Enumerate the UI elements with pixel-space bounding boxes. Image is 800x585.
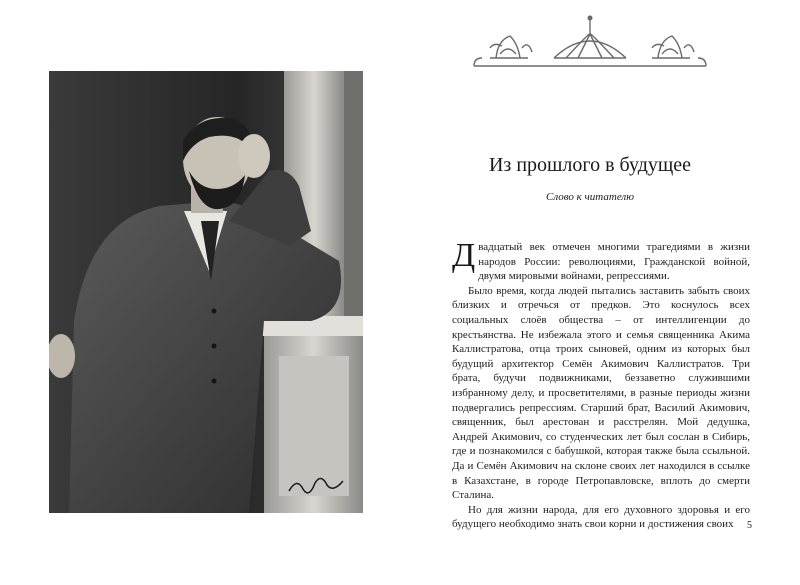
dome-ornament-icon (470, 14, 710, 74)
paragraph-3: Но для жизни народа, для его духовного здоровья и его будущего необходимо знать свои корни и достижения своих (452, 503, 750, 531)
dropcap: Д (452, 237, 476, 274)
page-number: 5 (747, 520, 752, 531)
portrait-illustration (49, 71, 363, 513)
paragraph-1 (452, 237, 750, 284)
paragraph-1-text: вадцатый век отмечен многими трагедиями в жизни народов России: революциями, Гражданской войной, двумя мировыми войнами, репрессиями. (478, 241, 750, 283)
chapter-subtitle: Слово к читателю (546, 191, 634, 203)
chapter-title: Из прошлого в будущее (488, 154, 692, 176)
body-text (452, 237, 750, 532)
paragraph-2: Было время, когда людей пытались заставить забыть своих близких и отречься от предков. Это коснулось всех социальных слоёв общества – от интеллигенции до крестьянства. Не избежала этого и семья священника Акима Каллистратова, отца троих сыновей, одним из которых был будущий архитектор Семён Акимович Каллистратов. Три брата, будучи подвижниками, беззаветно служившими избранному делу, и просветителями, в разные периоды жизни подвергались репрессиям. Старший брат, Василий Акимович, священник, был арестован и расстрелян. Мой дедушка, Андрей Акимович, со студенческих лет был сослан в Сибирь, где и познакомился с бабушкой, которая также была ссыльной. Да и Семён Акимович на склоне своих лет находился в ссылке в Казахстане, в городе Петропавловске, вплоть до смерти Сталина. (452, 284, 750, 502)
portrait-photo (49, 71, 363, 513)
